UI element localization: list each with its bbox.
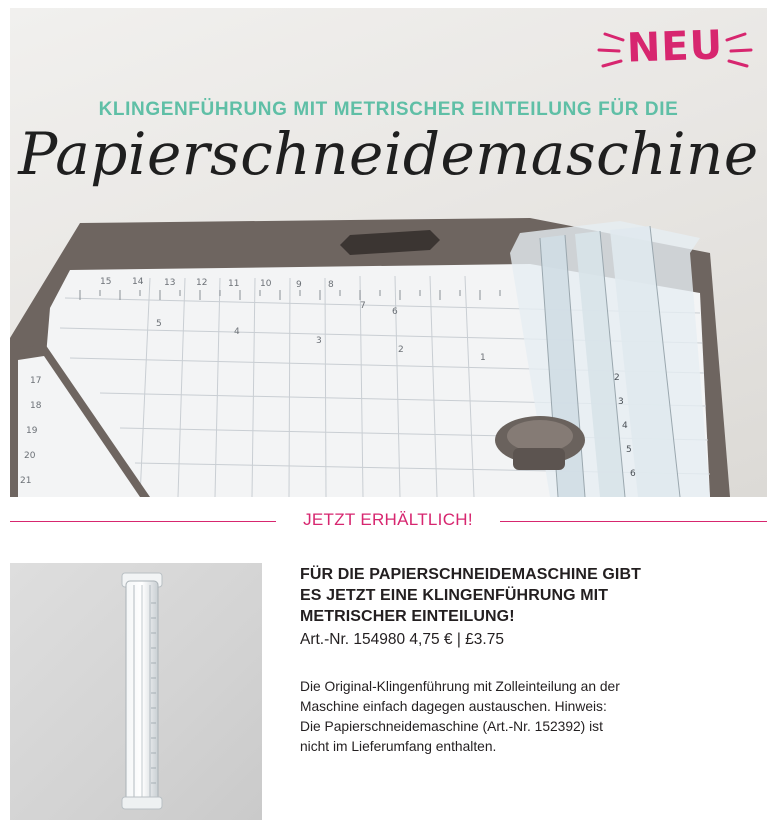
product-title-line: ES JETZT EINE KLINGENFÜHRUNG MIT bbox=[300, 587, 609, 604]
ruler-number: 5 bbox=[156, 319, 162, 329]
product-title bbox=[300, 564, 720, 627]
ruler-number: 4 bbox=[234, 327, 240, 337]
ruler-number: 14 bbox=[132, 277, 144, 287]
side-ruler-number: 19 bbox=[26, 426, 38, 436]
product-title-line: FÜR DIE PAPIERSCHNEIDEMASCHINE GIBT bbox=[300, 566, 642, 583]
side-ruler-number: 17 bbox=[30, 376, 42, 386]
side-ruler-number: 20 bbox=[24, 451, 36, 461]
headline-title: Papierschneidemaschine bbox=[18, 120, 759, 188]
ruler-number: 12 bbox=[196, 278, 208, 288]
new-badge: NEU bbox=[626, 22, 724, 72]
divider-left bbox=[10, 521, 276, 522]
ruler-number: 10 bbox=[260, 279, 272, 289]
side-ruler-number: 18 bbox=[30, 401, 42, 411]
paper-trimmer-illustration bbox=[10, 8, 767, 497]
product-title-line: METRISCHER EINTEILUNG! bbox=[300, 608, 515, 625]
blade-guide-image bbox=[10, 563, 262, 820]
guide-ruler-number: 6 bbox=[630, 469, 636, 479]
ruler-number: 2 bbox=[398, 345, 404, 355]
ruler-number: 15 bbox=[100, 277, 112, 287]
divider-right bbox=[500, 521, 767, 522]
ruler-number: 1 bbox=[480, 353, 486, 363]
headline-subtitle: KLINGENFÜHRUNG MIT METRISCHER EINTEILUNG FÜR DIE bbox=[98, 99, 679, 120]
ruler-number: 8 bbox=[328, 280, 334, 290]
guide-ruler-number: 4 bbox=[622, 421, 628, 431]
product-description-line: nicht im Lieferumfang enthalten. bbox=[300, 739, 497, 754]
ruler-number: 13 bbox=[164, 278, 176, 288]
ruler-number: 7 bbox=[360, 301, 366, 311]
guide-ruler-number: 2 bbox=[614, 373, 620, 383]
side-ruler-number: 21 bbox=[20, 476, 32, 486]
product-price: Art.-Nr. 154980 4,75 € | £3.75 bbox=[300, 631, 504, 648]
guide-ruler-number: 3 bbox=[618, 397, 624, 407]
product-description-line: Die Papierschneidemaschine (Art.-Nr. 152392) ist bbox=[300, 719, 603, 734]
ruler-number: 9 bbox=[296, 280, 302, 290]
ruler-number: 11 bbox=[228, 279, 240, 289]
product-description-line: Die Original-Klingenführung mit Zolleinteilung an der bbox=[300, 679, 620, 694]
ruler-number: 3 bbox=[316, 336, 322, 346]
ruler-number: 6 bbox=[392, 307, 398, 317]
hero-image bbox=[10, 8, 767, 497]
product-description-line: Maschine einfach dagegen austauschen. Hinweis: bbox=[300, 699, 607, 714]
product-description bbox=[300, 677, 720, 757]
product-photo bbox=[10, 563, 262, 820]
guide-ruler-number: 5 bbox=[626, 445, 632, 455]
section-label: JETZT ERHÄLTLICH! bbox=[303, 510, 473, 529]
